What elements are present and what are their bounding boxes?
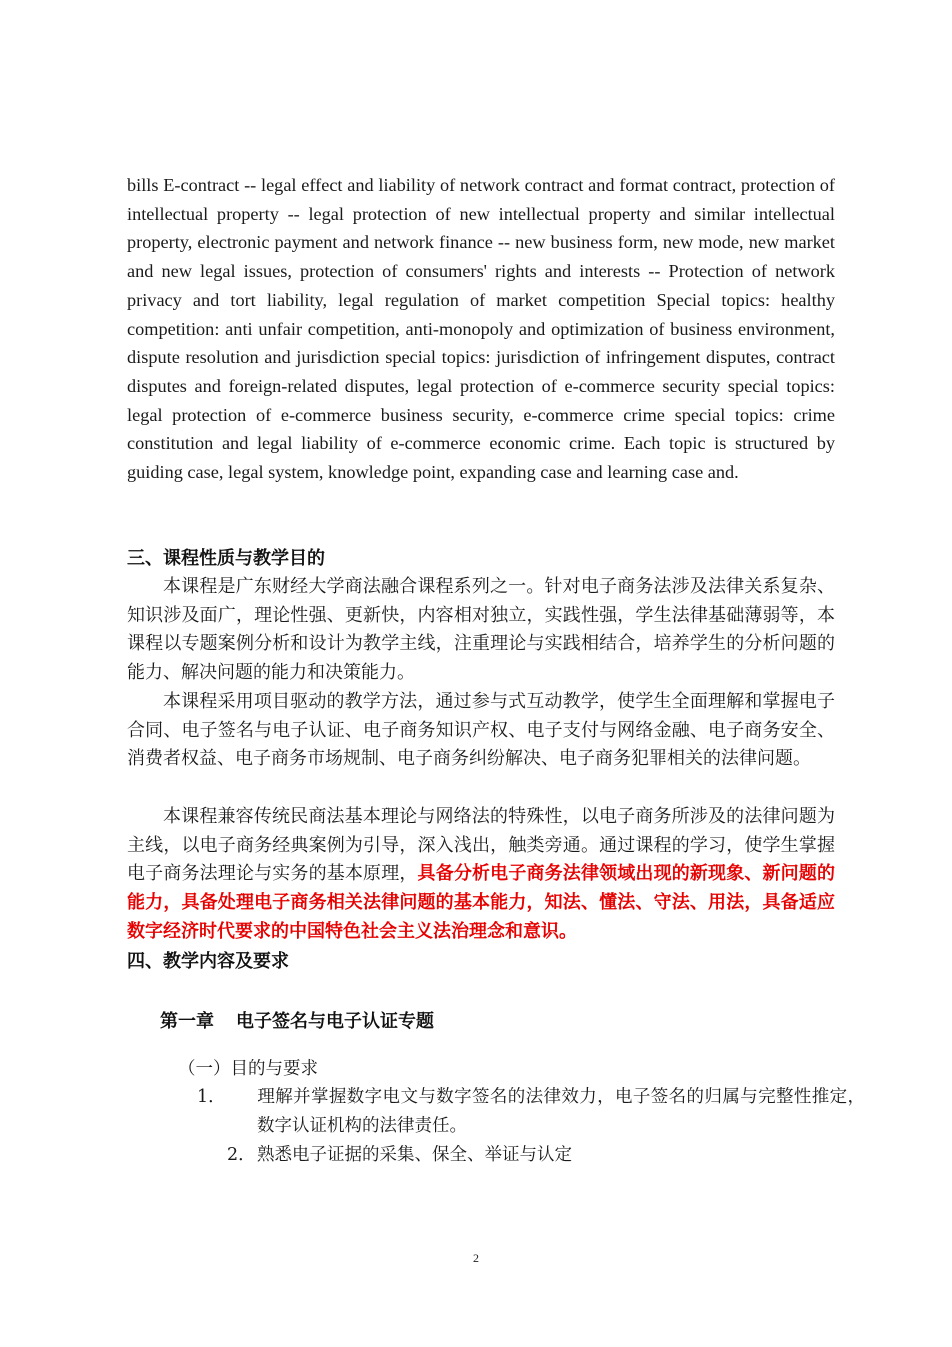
item-number: 1．	[197, 1087, 226, 1107]
requirement-item-2	[227, 1141, 835, 1170]
chapter-heading	[160, 1008, 434, 1036]
section-3-paragraph-2: 本课程采用项目驱动的教学方法，通过参与式互动教学，使学生全面理解和掌握电子合同、电子签名与电子认证、电子商务知识产权、电子支付与网络金融、电子商务安全、消费者权益、电子商务市场规制、电子商务纠纷解决、电子商务犯罪相关的法律问题。	[127, 691, 835, 770]
paragraph-3-emphasis-text: 具备分析电子商务法律领域出现的新现象、新问题的能力，具备处理电子商务相关法律问题的基本能力，知法、懂法、守法、用法，具备适应数字经济时代要求的中国特色社会主义法治理念和意识。	[127, 863, 836, 942]
intro-paragraph: bills E-contract -- legal effect and liability of network contract and format contract, protection of intellectual property -- legal protection of new intellectual property and similar intellectual property, electronic payment and network finance -- new business form, new mode, new market and new legal issues, protection of consumers' rights and interests -- Protection of network privacy and tort liability, legal regulation of market competition Special topics: healthy competition: anti unfair competition, anti-monopoly and optimization of business environment, dispute resolution and jurisdiction special topics: jurisdiction of infringement disputes, contract disputes and foreign-related disputes, legal protection of e-commerce security special topics: legal protection of e-commerce business security, e-commerce crime special topics: crime constitution and legal liability of e-commerce economic crime. Each topic is structured by guiding case, legal system, knowledge point, expanding case and learning case and.	[127, 175, 835, 483]
chapter-title: 电子签名与电子认证专题	[236, 1011, 434, 1032]
section-3-heading: 三、课程性质与教学目的	[127, 548, 325, 569]
subsection-heading: （一）目的与要求	[178, 1059, 318, 1079]
section-3-paragraph-1: 本课程是广东财经大学商法融合课程系列之一。针对电子商务法涉及法律关系复杂、知识涉及面广，理论性强、更新快，内容相对独立，实践性强，学生法律基础薄弱等，本课程以专题案例分析和设计为教学主线，注重理论与实践相结合，培养学生的分析问题的能力、解决问题的能力和决策能力。	[127, 576, 835, 684]
page-number: 2	[473, 1251, 479, 1265]
item-number: 2．	[227, 1145, 256, 1165]
item-text: 熟悉电子证据的采集、保全、举证与认定	[257, 1145, 572, 1165]
section-3-paragraph-3	[127, 803, 835, 947]
requirement-item-1	[197, 1083, 865, 1140]
paragraph-3-normal-text: 本课程兼容传统民商法基本理论与网络法的特殊性，以电子商务所涉及的法律问题为主线，以电子商务经典案例为引导，深入浅出，触类旁通。通过课程的学习，使学生掌握电子商务法理论与实务的基本原理，	[127, 806, 835, 885]
chapter-number: 第一章	[160, 1011, 214, 1032]
item-text: 理解并掌握数字电文与数字签名的法律效力，电子签名的归属与完整性推定，数字认证机构的法律责任。	[257, 1087, 865, 1136]
section-4-heading: 四、教学内容及要求	[127, 951, 289, 972]
